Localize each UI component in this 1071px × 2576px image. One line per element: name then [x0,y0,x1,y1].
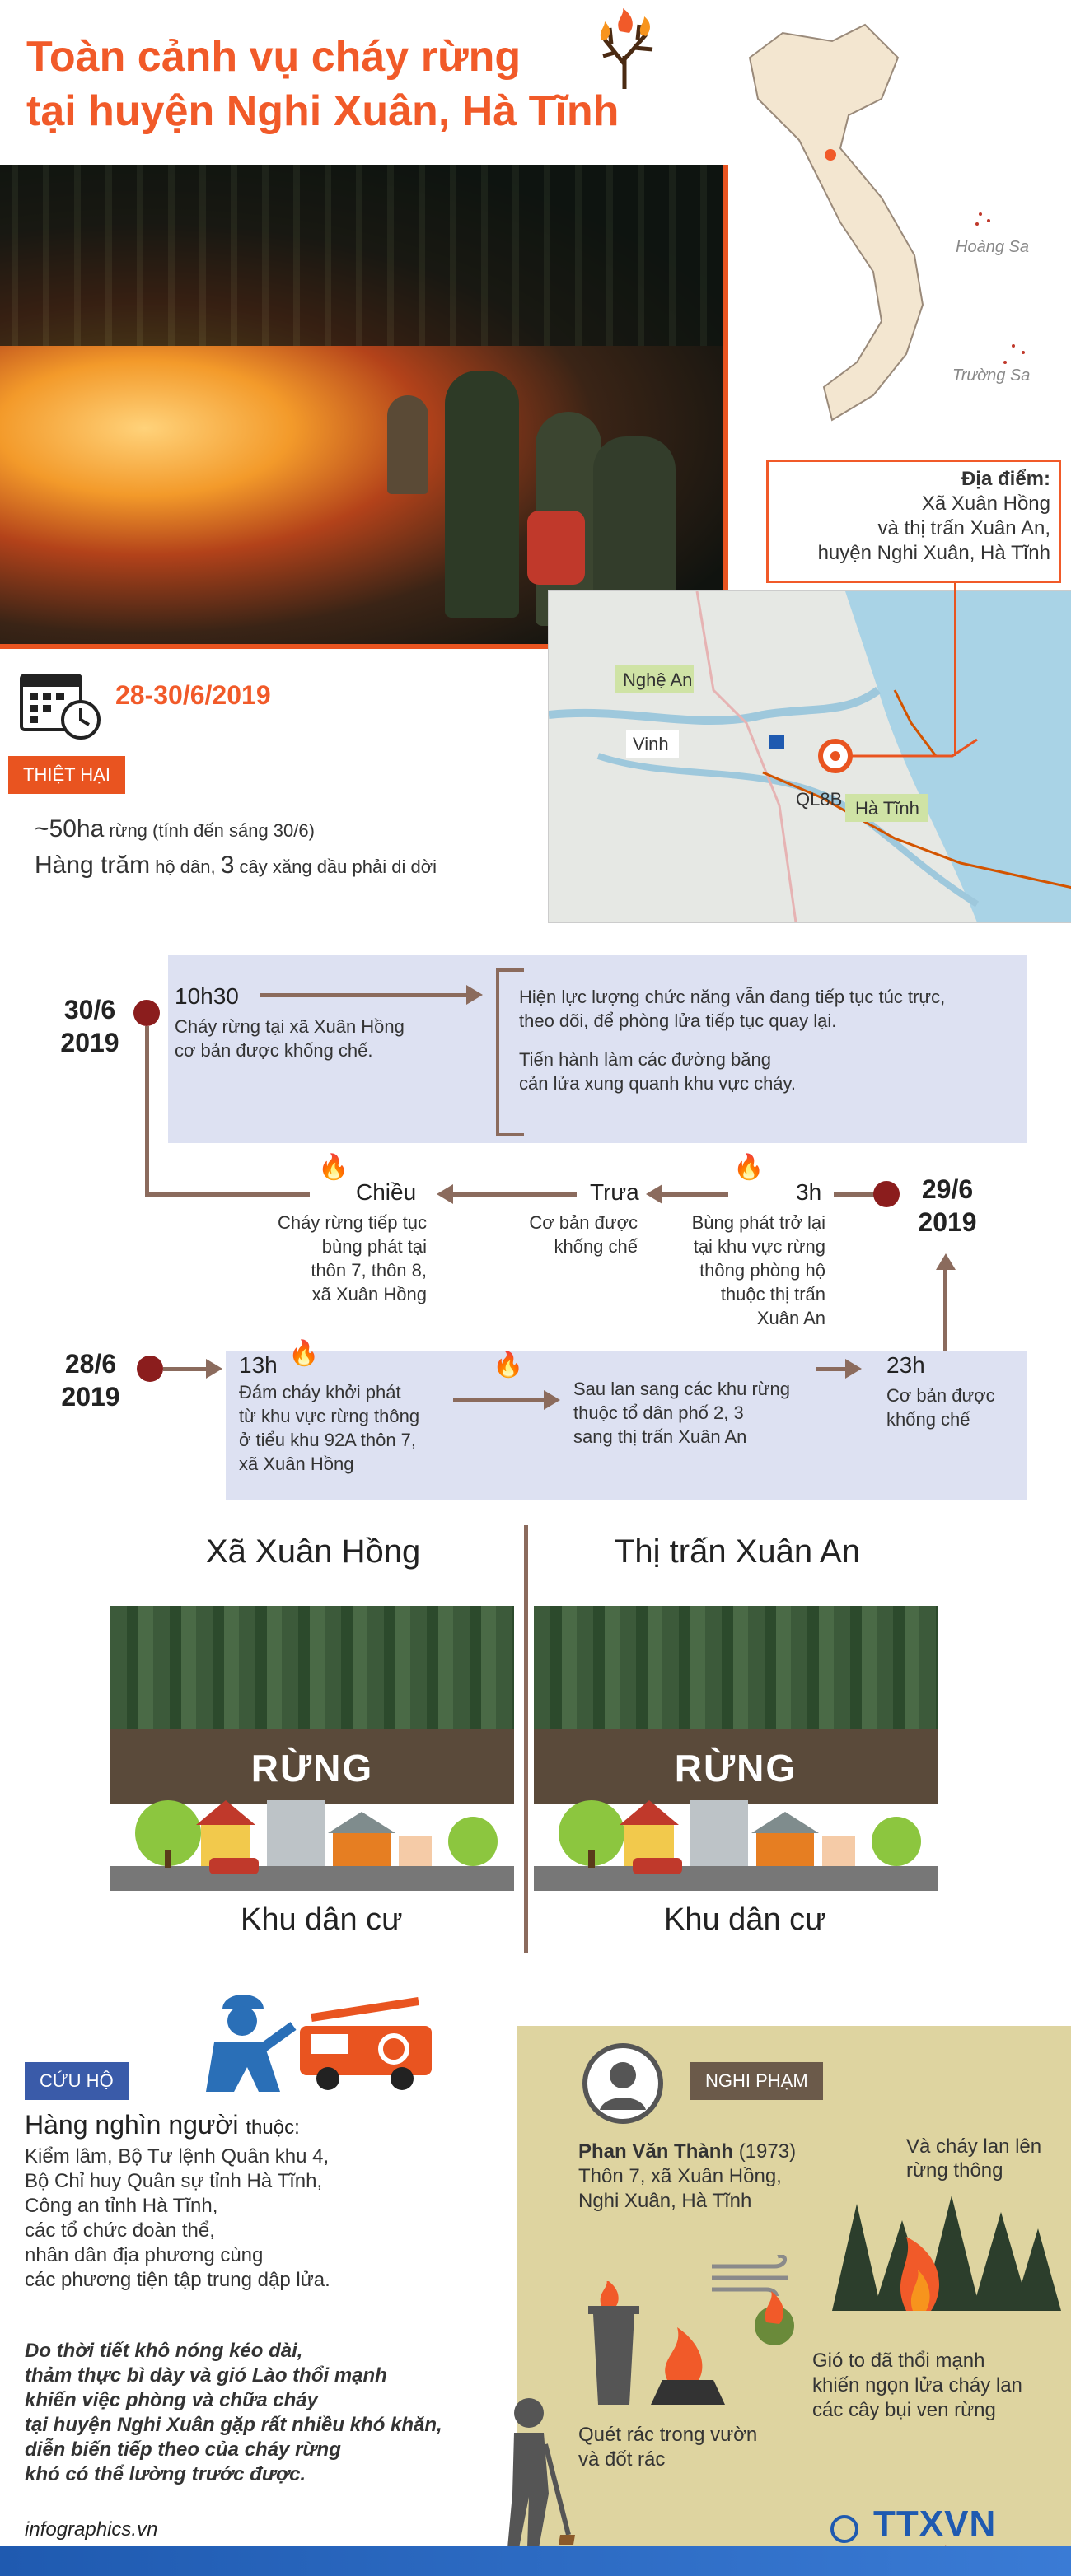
event-13h-line-4: xã Xuân Hồng [239,1454,354,1474]
event-3h-line-3: thông phòng hộ [699,1260,825,1281]
event-chieu-desc [247,1211,427,1306]
footer-site: infographics.vn [25,2518,158,2541]
wind-line-3: các cây bụi ven rừng [812,2399,996,2421]
date-28-6 [49,1347,132,1413]
households-amount: Hàng trăm [35,852,151,879]
event-spread-line-2: thuộc tổ dân phố 2, 3 [573,1402,744,1423]
rescue-note-1: Do thời tiết khô nóng kéo dài, [25,2340,303,2362]
event-chieu-line-4: xã Xuân Hồng [311,1284,427,1304]
rescue-list [25,2144,330,2293]
event-trua-line-2: khống chế [554,1236,638,1257]
event-13h-desc [239,1380,419,1476]
date-30-6-day: 30/6 [63,995,116,1024]
rescue-note-2: thảm thực bì dày và gió Lào thổi mạnh [25,2364,387,2387]
event-3h-time: 3h [796,1179,822,1205]
wind-line-2: khiến ngọn lửa cháy lan [812,2374,1022,2396]
footer-bar [0,2546,1071,2576]
rescue-note-6: khó có thể lường trước được. [25,2463,306,2485]
stations-amount: 3 [220,852,235,879]
damage-tag: THIỆT HẠI [8,756,125,794]
rescue-line-5: nhân dân địa phương cùng [25,2244,264,2266]
bracket-note [519,985,945,1095]
area-amount: ~50ha [35,815,105,842]
suspect-avatar-icon [582,2042,664,2125]
event-chieu-line-1: Cháy rừng tiếp tục [277,1212,427,1233]
fire-icon: 🔥 [318,1154,349,1181]
date-28-6-day: 28/6 [64,1349,117,1379]
rescue-line-3: Công an tỉnh Hà Tĩnh, [25,2195,218,2217]
forest-left [110,1606,514,1804]
event-23h-line-2: khống chế [886,1409,970,1430]
event-13h-time: 13h [239,1352,278,1378]
event-chieu-line-2: bùng phát tại [321,1236,427,1257]
area-text: rừng (tính đến sáng 30/6) [109,820,315,841]
pine-spread-text [906,2135,1041,2182]
rescue-note-3: khiến việc phòng và chữa cháy [25,2389,318,2411]
location-box [766,460,1061,583]
event-spread-line-3: sang thị trấn Xuân An [573,1426,747,1447]
event-10h30-line-2: cơ bản được khống chế. [175,1040,373,1061]
event-10h30-line-1: Cháy rừng tại xã Xuân Hồng [175,1016,405,1037]
trash-line-2: và đốt rác [578,2448,666,2471]
bracket-line-2: theo dõi, để phòng lửa tiếp tục quay lại. [519,1010,837,1031]
fire-photo [0,165,728,649]
event-3h-line-5: Xuân An [756,1308,825,1328]
vietnam-map [733,8,1063,436]
burning-bush-icon [741,2289,807,2347]
fire-icon: 🔥 [288,1340,320,1367]
event-13h-line-2: từ khu vực rừng thông [239,1406,420,1426]
event-spread-line-1: Sau lan sang các khu rừng [573,1379,791,1399]
suspect-address-1: Thôn 7, xã Xuân Hồng, [578,2165,782,2187]
event-10h30-time: 10h30 [175,983,239,1009]
pine-line-1: Và cháy lan lên [906,2135,1042,2158]
hoang-sa-label: Hoàng Sa [956,238,1029,256]
rescue-note [25,2339,442,2487]
firefighter-icon [189,1976,297,2100]
title-line-2: tại huyện Nghi Xuân, Hà Tĩnh [26,87,620,135]
event-spread-desc [573,1377,790,1449]
houses-left [110,1776,514,1891]
wind-line-1: Gió to đã thổi mạnh [812,2350,985,2372]
rescue-headline-suffix: thuộc: [246,2116,300,2139]
truong-sa-label: Trường Sa [952,366,1031,385]
rescue-headline-main: Hàng nghìn người [25,2110,239,2140]
houses-right [534,1776,938,1891]
event-3h-line-1: Bùng phát trở lại [691,1212,825,1233]
date-29-6 [906,1173,989,1239]
bracket-line-1: Hiện lực lượng chức năng vẫn đang tiếp tục túc trực, [519,987,946,1007]
date-28-6-year: 2019 [61,1382,120,1412]
event-trua-time: Trưa [590,1179,639,1205]
event-3h-line-2: tại khu vực rừng [693,1236,825,1257]
forest-left-label: RỪNG [250,1747,374,1790]
page-title [26,30,619,138]
event-23h-line-1: Cơ bản được [886,1385,995,1406]
damage-households [35,853,437,879]
bracket-line-4: cản lửa xung quanh khu vực cháy. [519,1073,797,1094]
residential-left-label: Khu dân cư [241,1902,403,1937]
event-23h-time: 23h [886,1352,925,1378]
pine-line-2: rừng thông [906,2159,1003,2182]
rescue-line-4: các tổ chức đoàn thể, [25,2219,215,2242]
event-3h-line-4: thuộc thị trấn [720,1284,825,1304]
ha-tinh-label: Hà Tĩnh [855,798,919,819]
title-line-1: Toàn cảnh vụ cháy rừng [26,33,521,81]
wind-spread-text [812,2349,1022,2423]
event-10h30-desc [175,1015,405,1062]
suspect-address-2: Nghi Xuân, Hà Tĩnh [578,2190,752,2212]
damage-area [35,817,315,842]
calendar-clock-icon [18,667,105,741]
location-line-3: huyện Nghi Xuân, Hà Tĩnh [817,542,1050,564]
ttxvn-logo [873,2504,1022,2550]
date-30-6-year: 2019 [60,1028,119,1057]
suspect-info [578,2140,796,2214]
location-label: Địa điểm: [961,468,1050,490]
region-right-title: Thị trấn Xuân An [615,1533,860,1570]
vinh-label: Vinh [633,734,669,754]
location-line-1: Xã Xuân Hồng [921,492,1050,515]
event-3h-desc [659,1211,825,1330]
residential-right-label: Khu dân cư [664,1902,826,1937]
event-trua-desc [514,1211,638,1258]
rescue-line-2: Bộ Chỉ huy Quân sự tỉnh Hà Tĩnh, [25,2170,323,2192]
location-line-2: và thị trấn Xuân An, [877,517,1050,539]
fire-icon: 🔥 [493,1351,524,1379]
timeline-node-30-6 [133,1000,160,1026]
trash-line-1: Quét rác trong vườn [578,2424,758,2446]
ql8b-label: QL8B [796,789,843,810]
rescue-tag: CỨU HỘ [25,2062,129,2100]
logo-text: TTXVN [873,2504,997,2544]
suspect-name: Phan Văn Thành [578,2140,734,2163]
households-mid: hộ dân, [155,856,216,877]
rescue-line-1: Kiểm lâm, Bộ Tư lệnh Quân khu 4, [25,2145,330,2168]
event-13h-line-1: Đám cháy khởi phát [239,1382,401,1402]
date-29-6-day: 29/6 [921,1174,974,1204]
stations-text: cây xăng dầu phải di dời [239,856,437,877]
event-23h-desc [886,1384,995,1431]
rescue-headline [25,2110,300,2140]
local-map [548,590,1071,923]
event-trua-line-1: Cơ bản được [529,1212,638,1233]
region-left-title: Xã Xuân Hồng [206,1533,421,1570]
suspect-tag: NGHI PHẠM [690,2062,823,2100]
nghe-an-label: Nghệ An [623,670,693,690]
timeline-node-29-6 [873,1181,900,1207]
rescue-line-6: các phương tiện tập trung dập lửa. [25,2269,330,2291]
forest-right-label: RỪNG [674,1747,797,1790]
burning-trash-icon [568,2281,733,2413]
burning-tree-icon [587,7,662,92]
timeline-node-28-6 [137,1356,163,1382]
event-13h-line-3: ở tiểu khu 92A thôn 7, [239,1430,417,1450]
sweeping-person-icon [486,2395,577,2551]
date-range: 28-30/6/2019 [115,680,271,710]
date-29-6-year: 2019 [918,1207,977,1237]
rescue-note-4: tại huyện Nghi Xuân gặp rất nhiều khó khăn, [25,2414,442,2436]
bracket-line-3: Tiến hành làm các đường băng [519,1049,771,1070]
event-chieu-line-3: thôn 7, thôn 8, [311,1260,427,1281]
copyright-icon [830,2515,858,2543]
suspect-birth: (1973) [738,2140,797,2163]
rescue-note-5: diễn biến tiếp theo của cháy rừng [25,2438,341,2461]
date-30-6 [53,993,127,1059]
fire-truck-icon [295,1993,443,2092]
forest-right [534,1606,938,1804]
event-chieu-time: Chiều [356,1179,417,1205]
fire-icon: 🔥 [733,1154,765,1181]
trash-burning-text [578,2423,757,2472]
pine-forest-fire-icon [807,2187,1063,2336]
